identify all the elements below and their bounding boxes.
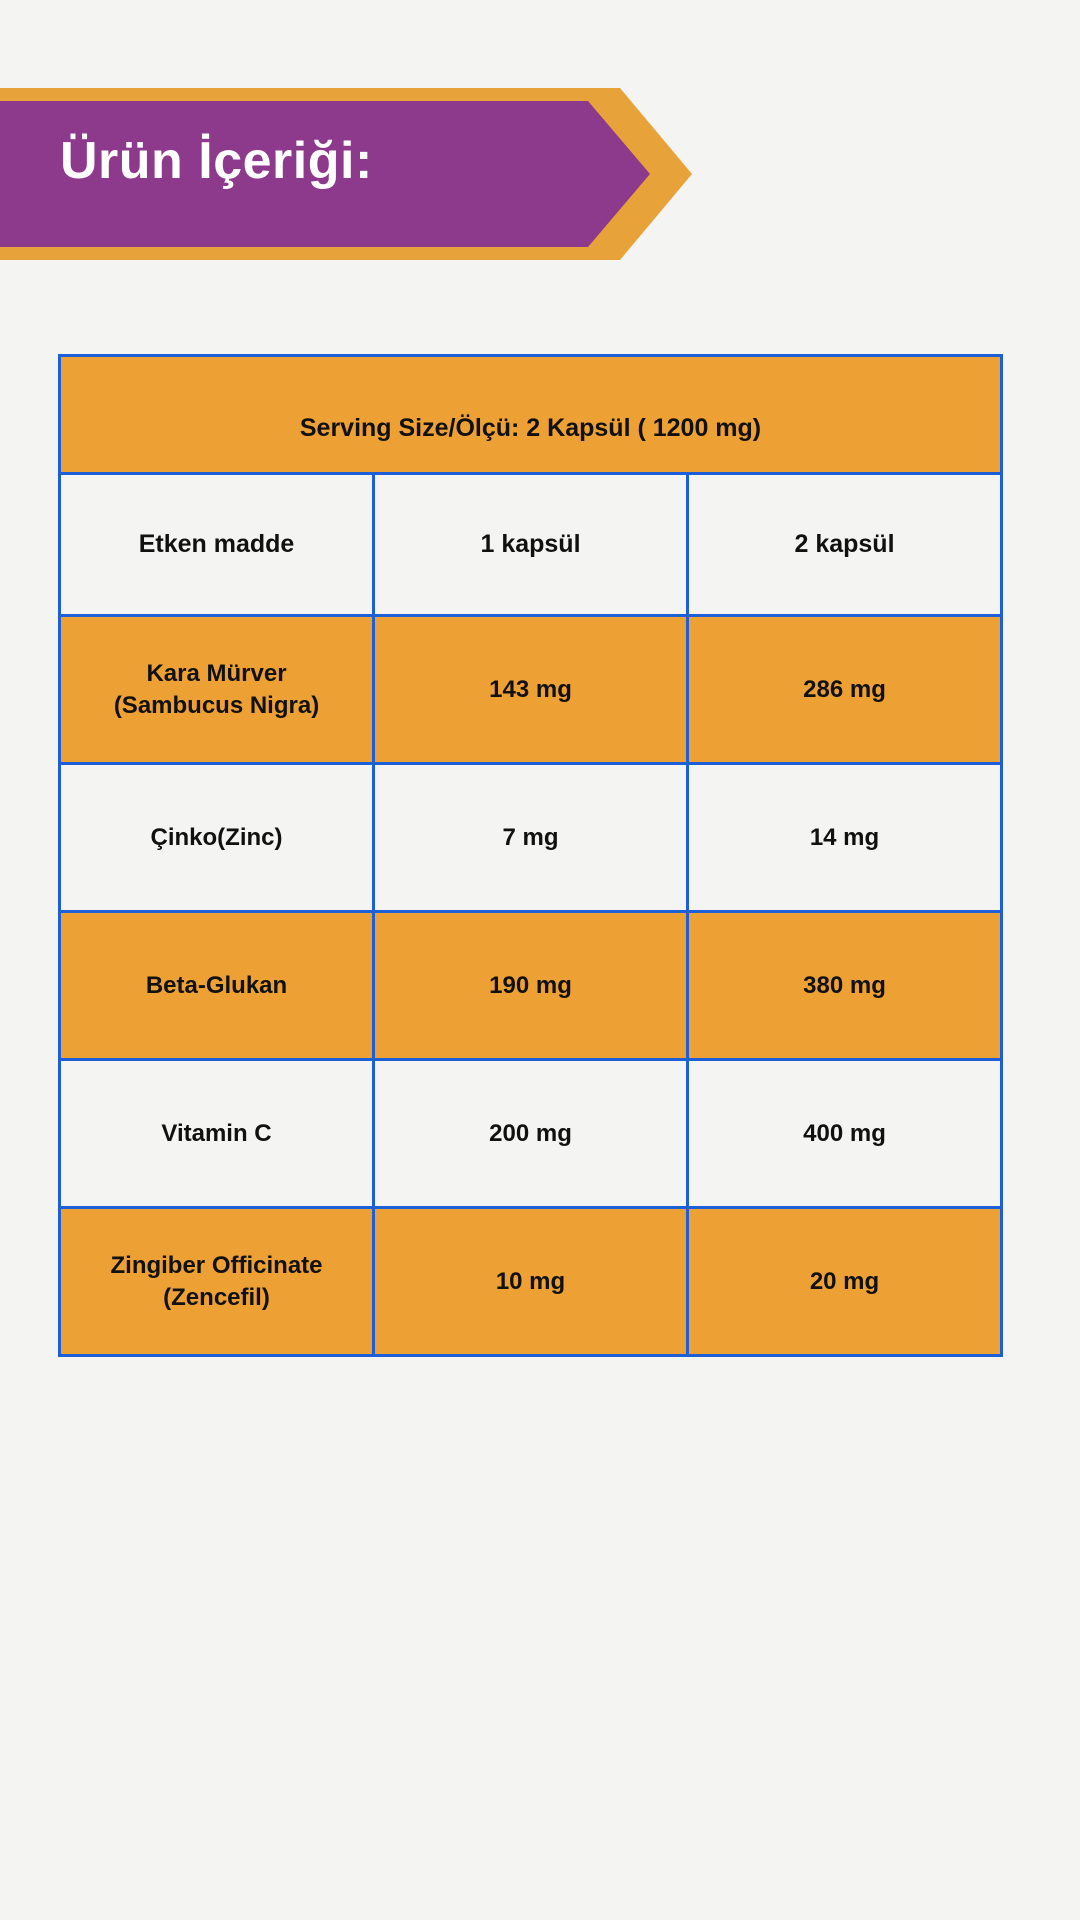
table-header-row	[60, 474, 1002, 616]
amount-two-capsules: 20 mg	[688, 1208, 1002, 1356]
serving-size-cell: Serving Size/Ölçü: 2 Kapsül ( 1200 mg)	[60, 356, 1002, 474]
amount-one-capsule: 7 mg	[374, 764, 688, 912]
ingredients-table	[58, 354, 1003, 1357]
table-row	[60, 912, 1002, 1060]
ingredient-name-line1: Çinko(Zinc)	[150, 823, 283, 851]
ingredient-name-line2: (Sambucus Nigra)	[113, 691, 320, 719]
ingredient-name-line1: Vitamin C	[161, 1119, 272, 1147]
amount-one-capsule: 143 mg	[374, 616, 688, 764]
amount-one-capsule: 10 mg	[374, 1208, 688, 1356]
ingredient-name	[60, 616, 374, 764]
header-ingredient: Etken madde	[60, 474, 374, 616]
table-row	[60, 616, 1002, 764]
page-banner	[0, 88, 700, 260]
ingredient-name	[60, 1208, 374, 1356]
amount-one-capsule: 190 mg	[374, 912, 688, 1060]
ingredient-name	[60, 1060, 374, 1208]
amount-two-capsules: 380 mg	[688, 912, 1002, 1060]
ingredient-name-line2: (Zencefil)	[163, 1283, 270, 1311]
ingredient-name-line1: Zingiber Officinate	[110, 1252, 323, 1280]
amount-one-capsule: 200 mg	[374, 1060, 688, 1208]
amount-two-capsules: 286 mg	[688, 616, 1002, 764]
table-row	[60, 1060, 1002, 1208]
amount-two-capsules: 14 mg	[688, 764, 1002, 912]
ingredient-name-line1: Kara Mürver	[146, 660, 287, 688]
ingredient-name-line1: Beta-Glukan	[145, 971, 288, 999]
ingredient-name	[60, 912, 374, 1060]
header-two-capsules: 2 kapsül	[688, 474, 1002, 616]
page-title: Ürün İçeriği:	[60, 132, 373, 190]
table-row	[60, 1208, 1002, 1356]
amount-two-capsules: 400 mg	[688, 1060, 1002, 1208]
ingredients-table-container	[58, 354, 1003, 1357]
serving-size-row	[60, 356, 1002, 474]
table-row	[60, 764, 1002, 912]
ingredient-name	[60, 764, 374, 912]
header-one-capsule: 1 kapsül	[374, 474, 688, 616]
